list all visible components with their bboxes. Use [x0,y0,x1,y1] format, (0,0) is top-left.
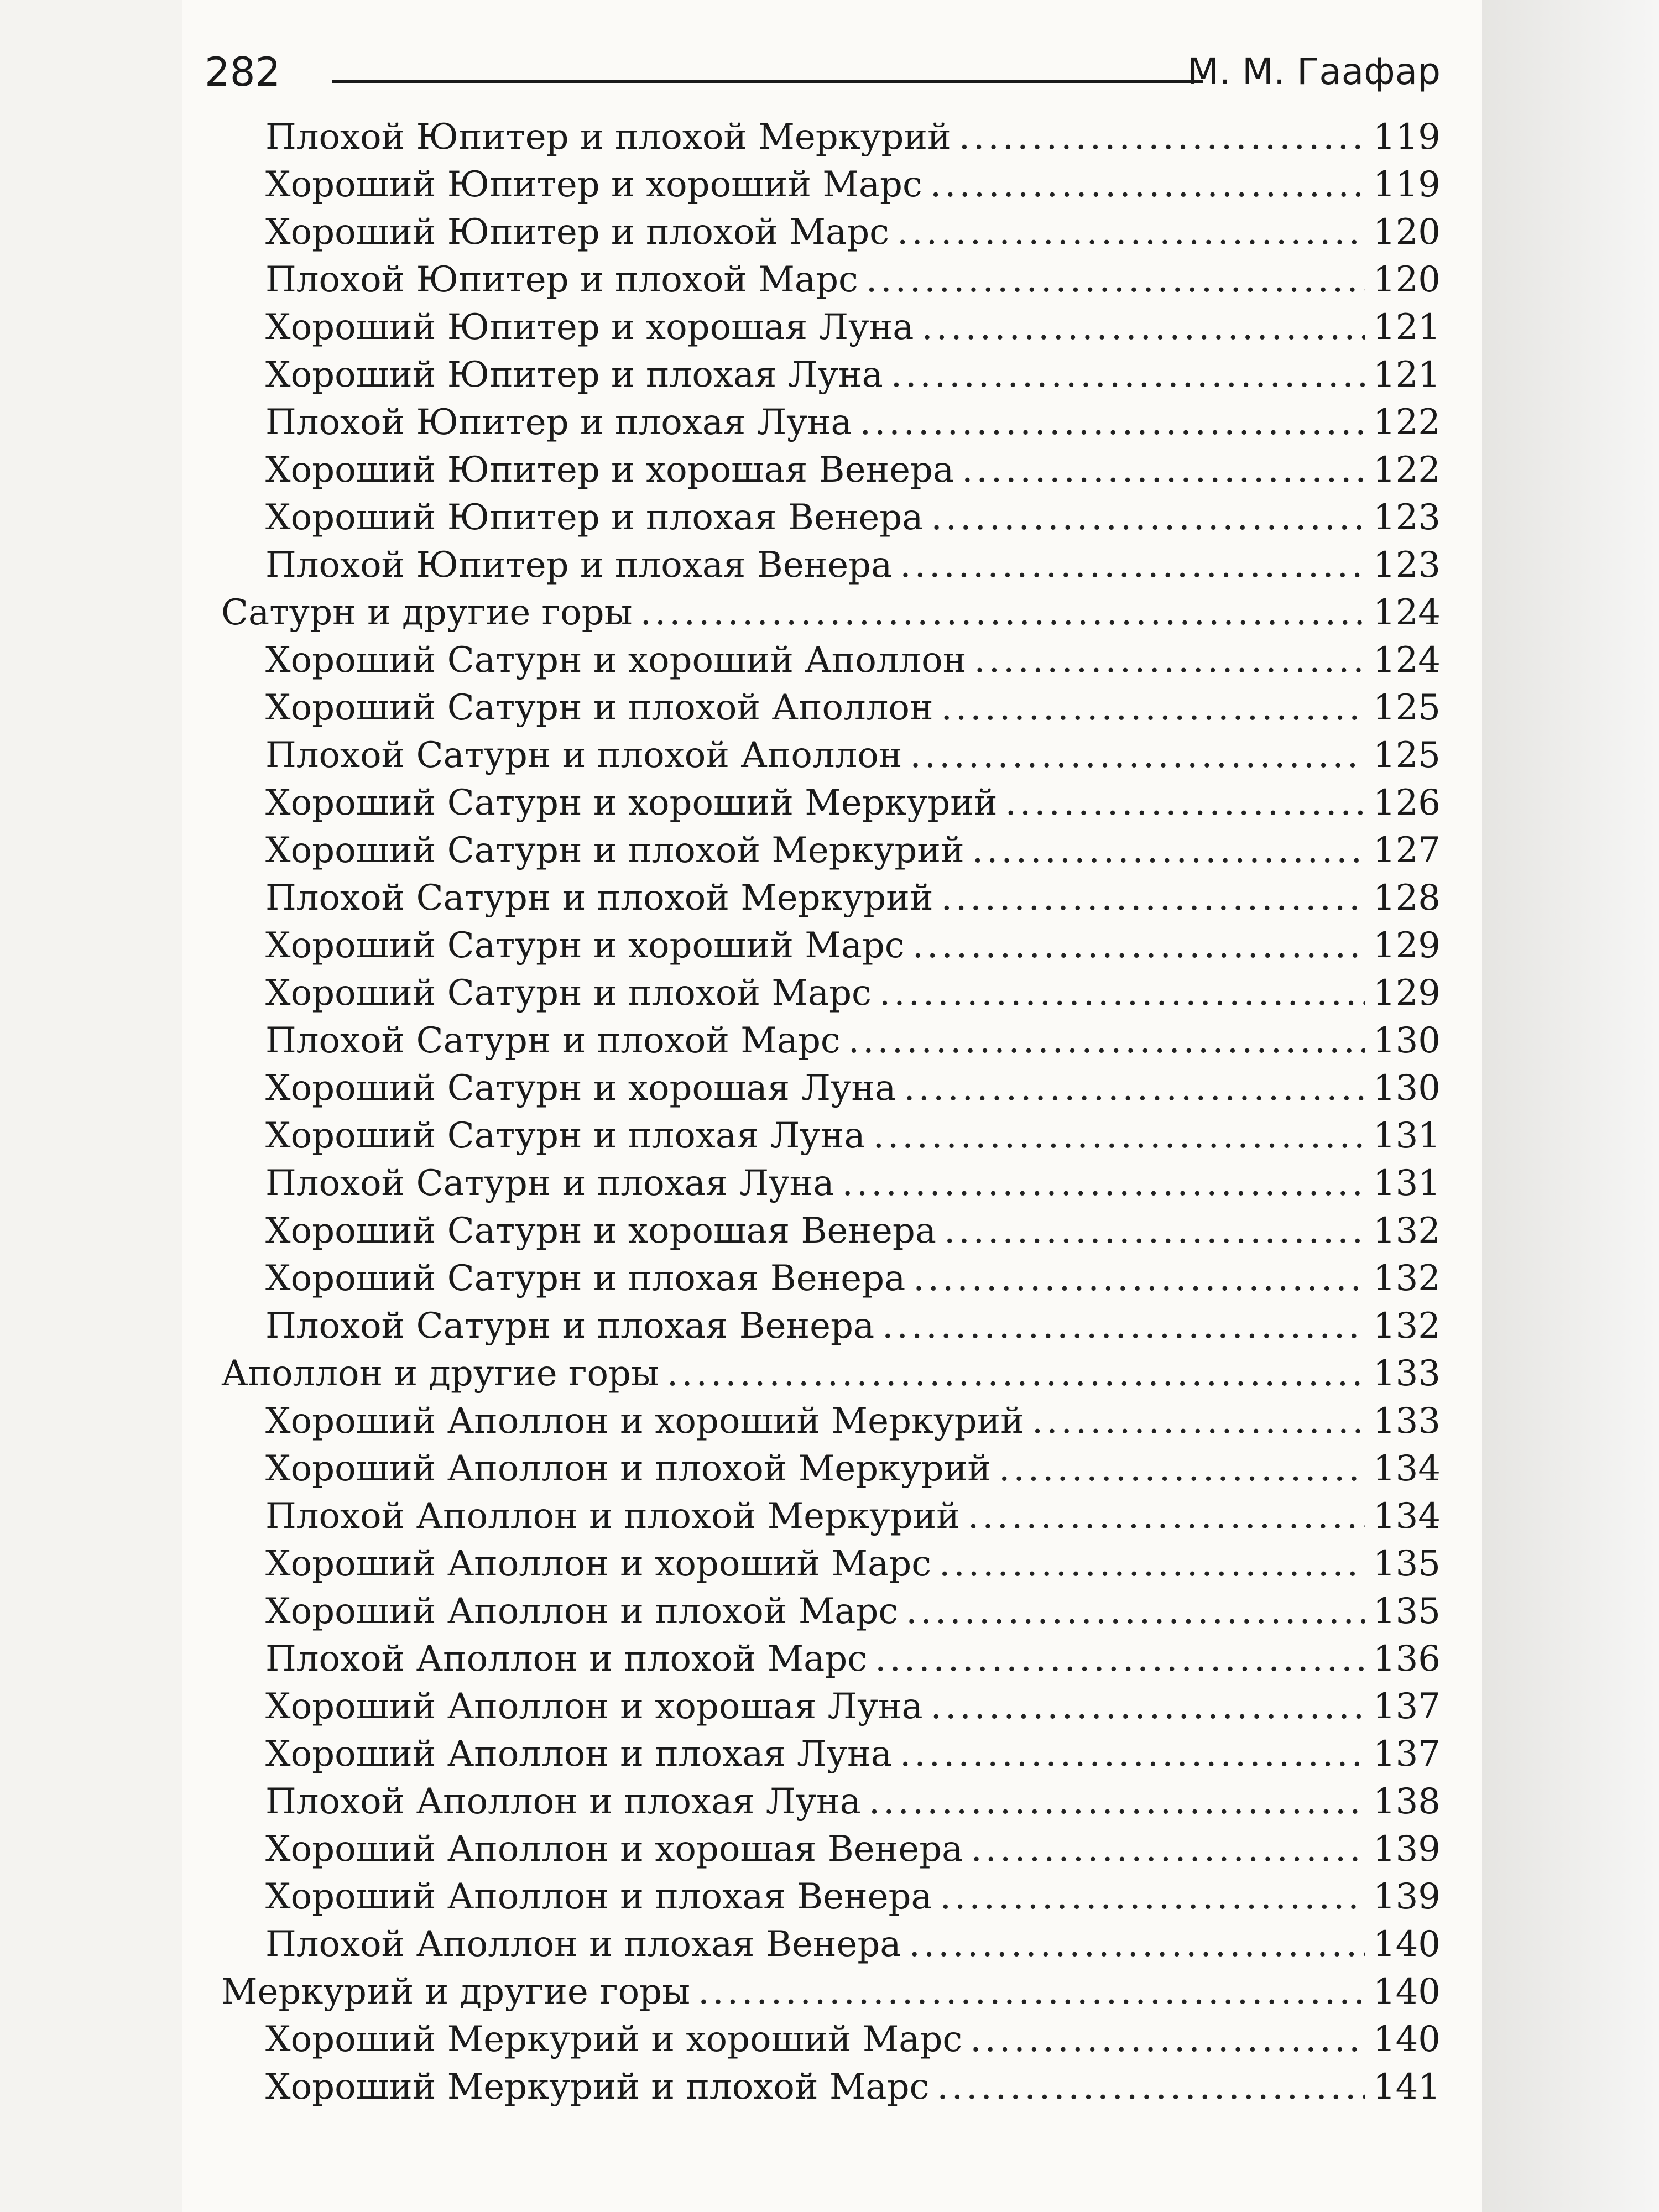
toc-entry-page-number: 121 [1373,307,1441,348]
toc-entry-title: Хороший Аполлон и хорошая Венера [265,1829,963,1870]
toc-section-entry [221,1350,1441,1397]
toc-section-entry [221,1968,1441,2016]
dot-leader [999,1445,1365,1493]
toc-subentry [221,208,1441,256]
toc-subentry [221,1873,1441,1921]
toc-entry-title: Хороший Меркурий и хороший Марс [265,2019,963,2060]
dot-leader [972,827,1365,874]
dot-leader [842,1160,1365,1207]
toc-entry-title: Аполлон и другие горы [221,1353,659,1394]
dot-leader [939,1540,1365,1588]
toc-subentry [221,1065,1441,1112]
toc-subentry [221,922,1441,969]
toc-entry-title: Плохой Сатурн и плохой Меркурий [265,878,933,919]
dot-leader [873,1112,1365,1160]
toc-subentry [221,1160,1441,1207]
dot-leader [904,1065,1365,1112]
dot-leader [921,304,1365,351]
toc-subentry [221,827,1441,874]
toc-entry-page-number: 123 [1373,545,1441,586]
toc-entry-title: Хороший Аполлон и хорошая Луна [265,1686,923,1727]
toc-entry-page-number: 134 [1373,1496,1441,1537]
toc-entry-page-number: 139 [1373,1829,1441,1870]
toc-section-entry [221,589,1441,637]
dot-leader [1032,1397,1365,1445]
toc-entry-page-number: 131 [1373,1163,1441,1204]
toc-entry-title: Хороший Аполлон и хороший Марс [265,1543,932,1584]
dot-leader [962,446,1365,494]
toc-subentry [221,256,1441,304]
toc-entry-title: Хороший Сатурн и хороший Марс [265,925,905,966]
toc-subentry [221,1825,1441,1873]
toc-subentry [221,1635,1441,1683]
toc-entry-page-number: 124 [1373,640,1441,681]
toc-subentry [221,1540,1441,1588]
page-edge-shadow [1482,0,1659,2212]
toc-entry-title: Плохой Сатурн и плохой Аполлон [265,735,902,776]
toc-entry-page-number: 140 [1373,1924,1441,1965]
toc-entry-title: Меркурий и другие горы [221,1971,691,2012]
dot-leader [931,1683,1365,1730]
toc-subentry [221,969,1441,1017]
toc-entry-title: Плохой Аполлон и плохой Марс [265,1639,868,1679]
toc-subentry [221,113,1441,161]
toc-entry-title: Плохой Юпитер и плохая Луна [265,402,852,443]
toc-entry-title: Хороший Сатурн и хорошая Венера [265,1211,936,1251]
dot-leader [974,637,1365,684]
toc-entry-title: Плохой Юпитер и плохая Венера [265,545,893,586]
toc-entry-title: Хороший Юпитер и плохой Марс [265,212,889,253]
dot-leader [906,1588,1365,1635]
toc-entry-page-number: 139 [1373,1876,1441,1917]
toc-entry-page-number: 125 [1373,735,1441,776]
toc-subentry [221,1302,1441,1350]
toc-entry-title: Плохой Юпитер и плохой Меркурий [265,117,951,158]
header-rule [332,80,1203,83]
toc-subentry [221,304,1441,351]
dot-leader [667,1350,1365,1397]
dot-leader [937,2063,1365,2111]
dot-leader [882,1302,1365,1350]
toc-entry-title: Плохой Сатурн и плохой Марс [265,1020,841,1061]
toc-entry-title: Плохой Аполлон и плохой Меркурий [265,1496,960,1537]
toc-entry-page-number: 119 [1373,164,1441,205]
toc-subentry [221,1921,1441,1968]
dot-leader [879,969,1365,1017]
toc-subentry [221,1588,1441,1635]
dot-leader [968,1493,1365,1540]
dot-leader [971,1825,1365,1873]
toc-entry-page-number: 136 [1373,1639,1441,1679]
dot-leader [970,2016,1365,2063]
toc-entry-title: Плохой Сатурн и плохая Венера [265,1306,875,1347]
toc-entry-title: Хороший Аполлон и плохой Меркурий [265,1448,992,1489]
toc-entry-title: Плохой Аполлон и плохая Венера [265,1924,901,1965]
dot-leader [931,494,1365,541]
toc-entry-page-number: 137 [1373,1686,1441,1727]
toc-entry-title: Хороший Сатурн и плохая Луна [265,1115,865,1156]
toc-entry-title: Плохой Сатурн и плохая Луна [265,1163,834,1204]
toc-subentry [221,494,1441,541]
toc-entry-title: Хороший Сатурн и хорошая Луна [265,1068,896,1109]
dot-leader [891,351,1365,399]
table-of-contents [221,113,1441,2111]
dot-leader [869,1778,1365,1825]
toc-subentry [221,732,1441,779]
toc-entry-page-number: 137 [1373,1734,1441,1775]
toc-entry-title: Хороший Сатурн и плохая Венера [265,1258,906,1299]
toc-entry-page-number: 130 [1373,1020,1441,1061]
toc-entry-page-number: 132 [1373,1258,1441,1299]
toc-subentry [221,161,1441,208]
dot-leader [910,732,1365,779]
toc-subentry [221,1493,1441,1540]
toc-entry-title: Хороший Сатурн и плохой Марс [265,973,872,1014]
toc-entry-page-number: 140 [1373,2019,1441,2060]
toc-entry-page-number: 141 [1373,2067,1441,2107]
toc-subentry [221,351,1441,399]
toc-entry-title: Хороший Юпитер и хорошая Луна [265,307,914,348]
toc-entry-title: Хороший Сатурн и плохой Аполлон [265,687,933,728]
toc-entry-page-number: 128 [1373,878,1441,919]
toc-entry-title: Хороший Аполлон и хороший Меркурий [265,1401,1024,1442]
toc-subentry [221,1112,1441,1160]
toc-subentry [221,1207,1441,1255]
toc-entry-page-number: 129 [1373,925,1441,966]
toc-subentry [221,1445,1441,1493]
toc-subentry [221,779,1441,827]
dot-leader [875,1635,1365,1683]
toc-entry-title: Хороший Аполлон и плохой Марс [265,1591,899,1632]
toc-subentry [221,1255,1441,1302]
toc-entry-title: Хороший Юпитер и хороший Марс [265,164,922,205]
toc-subentry [221,874,1441,922]
toc-entry-title: Хороший Аполлон и плохая Венера [265,1876,932,1917]
dot-leader [909,1921,1365,1968]
toc-entry-page-number: 138 [1373,1781,1441,1822]
toc-subentry [221,1397,1441,1445]
toc-entry-page-number: 120 [1373,212,1441,253]
dot-leader [897,208,1365,256]
dot-leader [941,874,1365,922]
toc-entry-title: Хороший Юпитер и хорошая Венера [265,450,954,491]
toc-entry-title: Хороший Сатурн и хороший Меркурий [265,782,998,823]
toc-entry-page-number: 126 [1373,782,1441,823]
toc-subentry [221,2016,1441,2063]
toc-entry-page-number: 131 [1373,1115,1441,1156]
toc-entry-title: Хороший Сатурн и плохой Меркурий [265,830,964,871]
toc-entry-title: Хороший Сатурн и хороший Аполлон [265,640,967,681]
toc-subentry [221,1778,1441,1825]
dot-leader [941,684,1365,732]
dot-leader [866,256,1365,304]
toc-entry-page-number: 125 [1373,687,1441,728]
toc-entry-page-number: 134 [1373,1448,1441,1489]
toc-subentry [221,684,1441,732]
toc-entry-page-number: 127 [1373,830,1441,871]
toc-entry-page-number: 135 [1373,1543,1441,1584]
dot-leader [900,541,1365,589]
toc-entry-page-number: 140 [1373,1971,1441,2012]
toc-entry-page-number: 129 [1373,973,1441,1014]
dot-leader [698,1968,1365,2016]
toc-entry-page-number: 133 [1373,1401,1441,1442]
toc-entry-page-number: 122 [1373,450,1441,491]
toc-entry-title: Хороший Меркурий и плохой Марс [265,2067,930,2107]
toc-entry-page-number: 123 [1373,497,1441,538]
toc-subentry [221,1017,1441,1065]
toc-entry-page-number: 119 [1373,117,1441,158]
dot-leader [944,1207,1365,1255]
toc-entry-title: Хороший Юпитер и плохая Луна [265,354,883,395]
toc-subentry [221,541,1441,589]
page-header [205,41,1441,102]
toc-subentry [221,446,1441,494]
toc-entry-page-number: 124 [1373,592,1441,633]
toc-entry-page-number: 135 [1373,1591,1441,1632]
dot-leader [640,589,1365,637]
toc-subentry [221,1730,1441,1778]
toc-entry-page-number: 132 [1373,1211,1441,1251]
toc-entry-page-number: 121 [1373,354,1441,395]
dot-leader [959,113,1365,161]
toc-entry-page-number: 122 [1373,402,1441,443]
toc-entry-title: Хороший Аполлон и плохая Луна [265,1734,892,1775]
toc-subentry [221,399,1441,446]
toc-subentry [221,637,1441,684]
dot-leader [860,399,1365,446]
running-head-author: М. М. Гаафар [1187,50,1441,93]
page-number: 282 [205,49,281,95]
dot-leader [1005,779,1365,827]
dot-leader [900,1730,1365,1778]
toc-entry-page-number: 133 [1373,1353,1441,1394]
dot-leader [848,1017,1365,1065]
dot-leader [912,922,1365,969]
toc-entry-title: Сатурн и другие горы [221,592,633,633]
toc-entry-page-number: 132 [1373,1306,1441,1347]
toc-entry-page-number: 120 [1373,259,1441,300]
toc-subentry [221,1683,1441,1730]
toc-entry-page-number: 130 [1373,1068,1441,1109]
toc-subentry [221,2063,1441,2111]
dot-leader [930,161,1365,208]
toc-entry-title: Плохой Юпитер и плохой Марс [265,259,858,300]
dot-leader [940,1873,1365,1921]
dot-leader [913,1255,1365,1302]
toc-entry-title: Плохой Аполлон и плохая Луна [265,1781,861,1822]
toc-entry-title: Хороший Юпитер и плохая Венера [265,497,924,538]
